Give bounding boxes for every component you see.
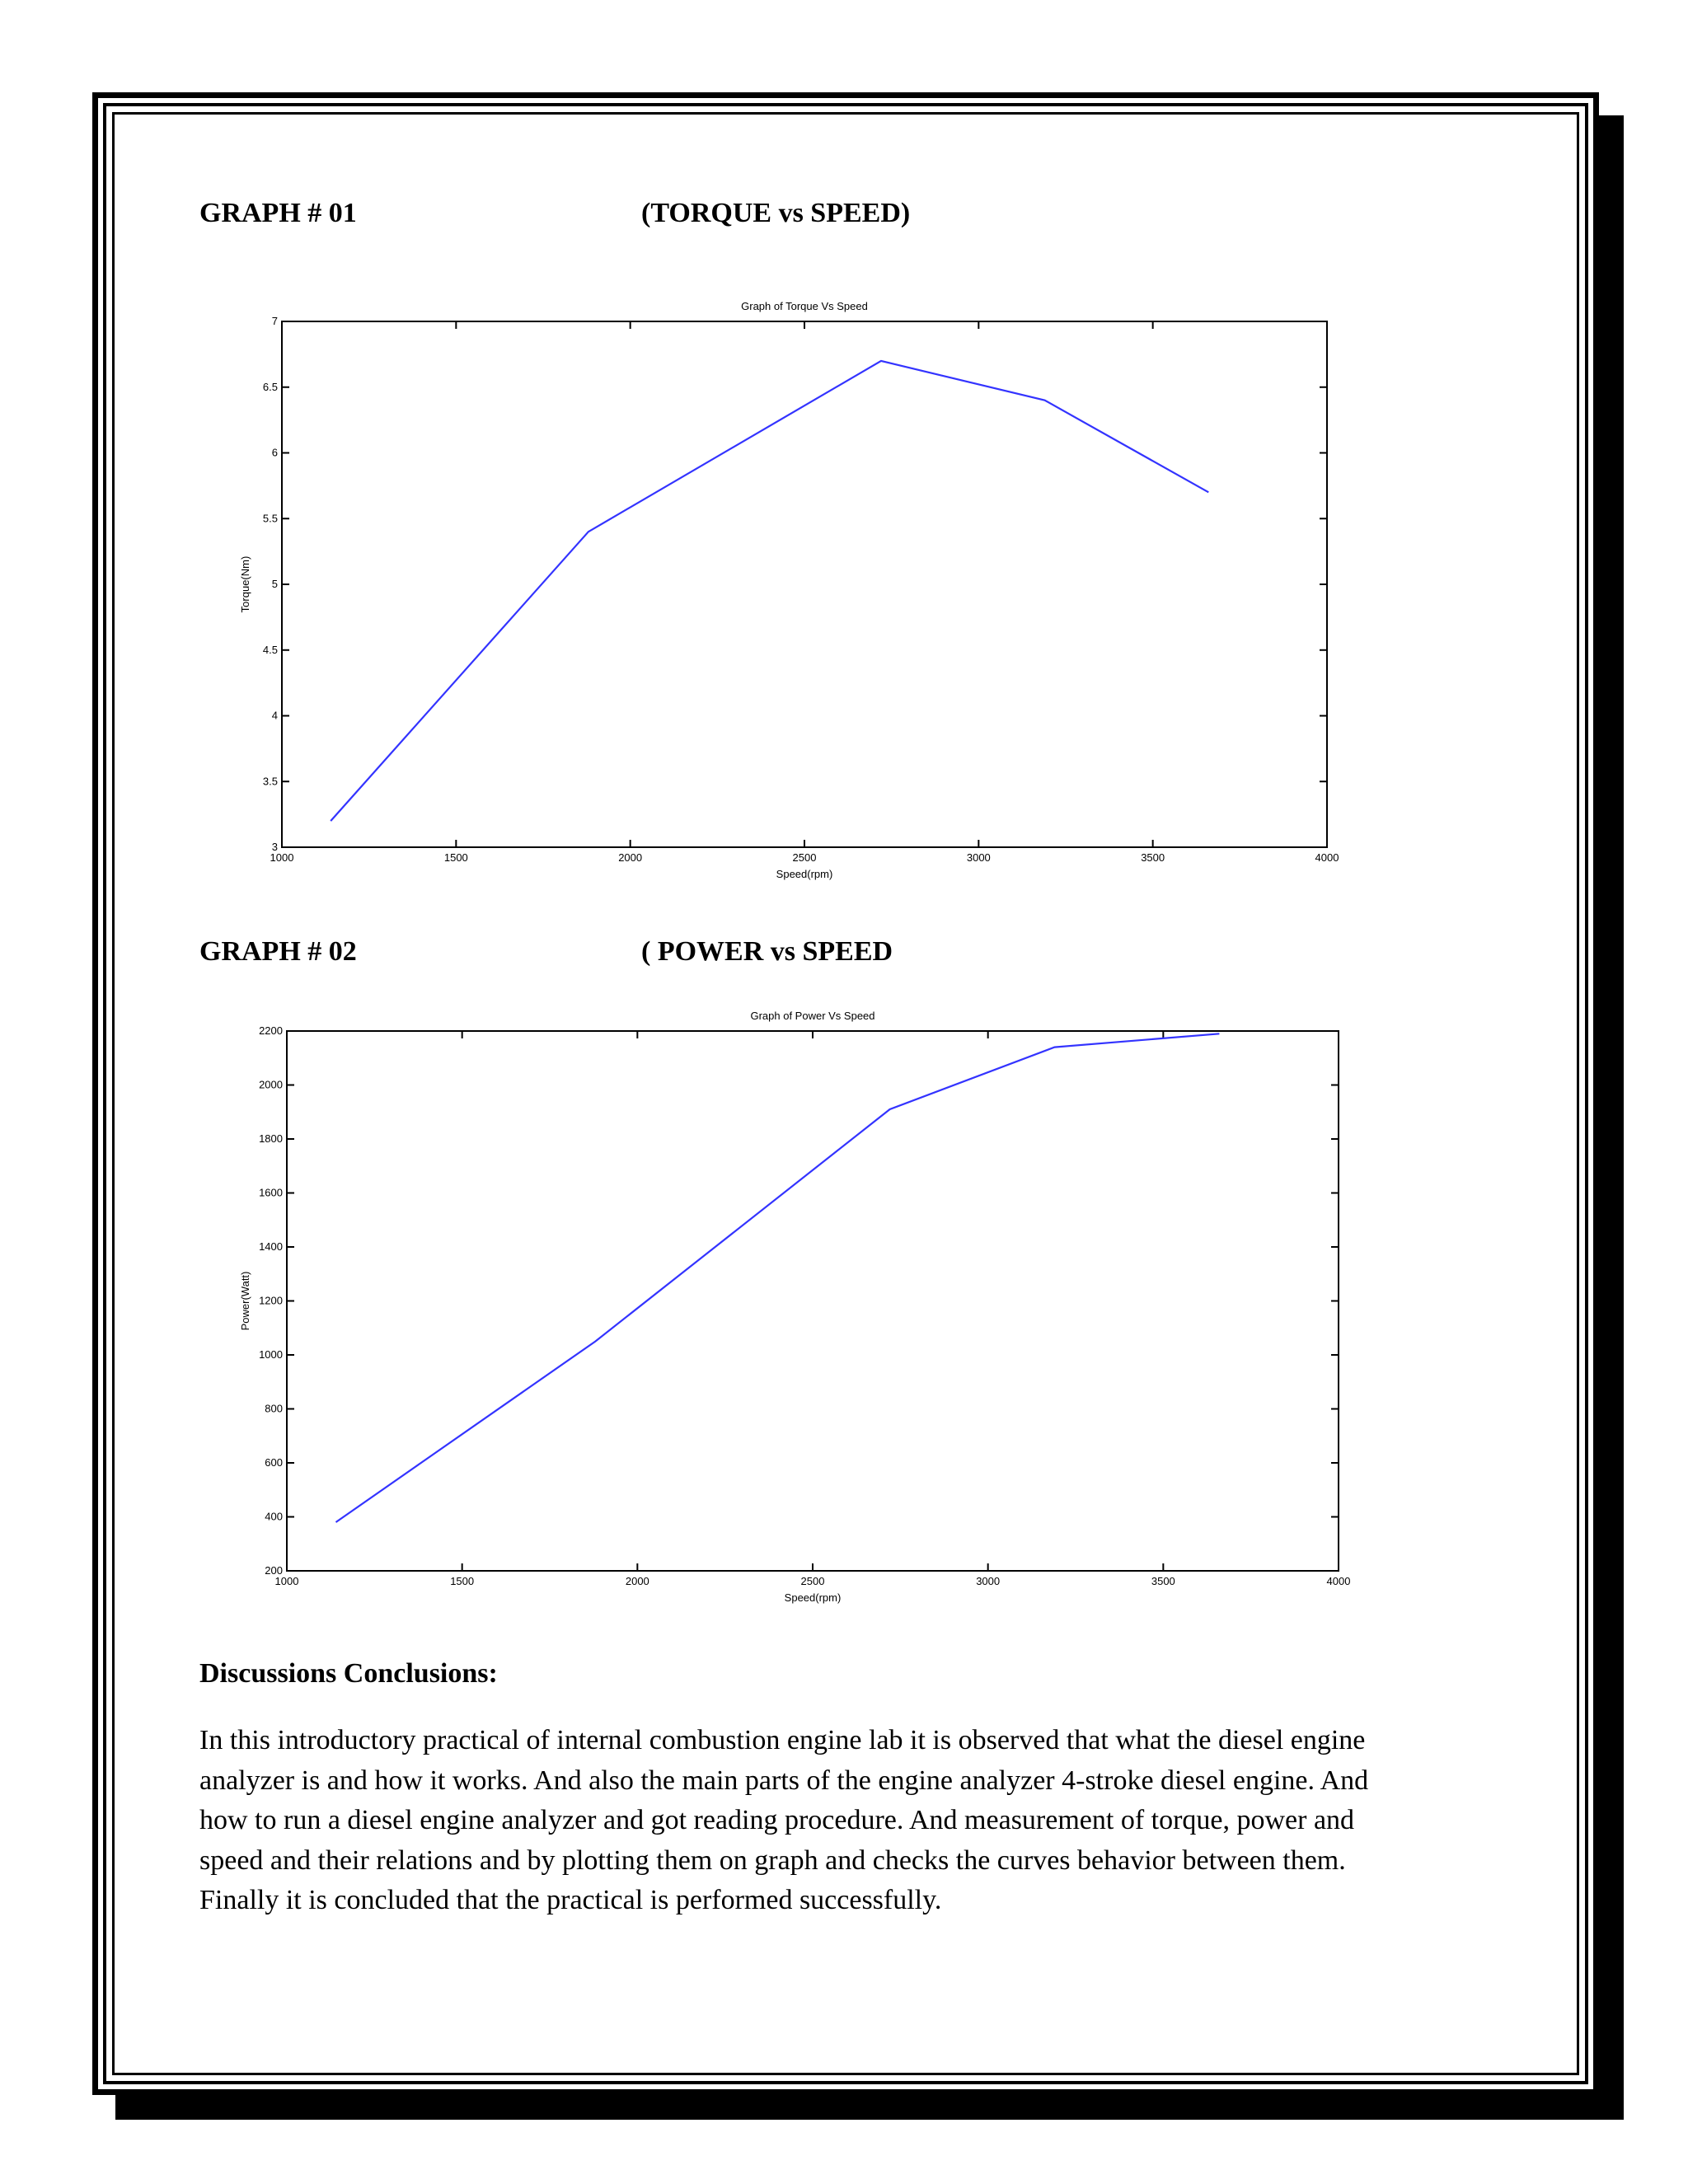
power-y-tick-label: 400 [265, 1510, 283, 1523]
torque-y-tick-label: 3 [271, 841, 278, 853]
torque-x-tick-label: 2500 [792, 851, 817, 864]
torque-y-tick-label: 6.5 [262, 380, 278, 393]
torque-y-tick-label: 4.5 [262, 643, 278, 656]
power-y-tick-label: 2200 [259, 1024, 283, 1037]
power-x-tick-label: 3500 [1151, 1575, 1175, 1587]
power-y-axis-label: Power(Watt) [239, 1271, 251, 1331]
discussion-line: how to run a diesel engine analyzer and got reading procedure. And measurement of torque, power and [199, 1805, 1355, 1835]
discussion-line: analyzer is and how it works. And also the main parts of the engine analyzer 4-stroke diesel engine. And [199, 1765, 1369, 1796]
torque-y-tick-label: 4 [271, 709, 278, 722]
torque-chart-title: Graph of Torque Vs Speed [741, 300, 868, 312]
power-x-tick-label: 2500 [800, 1575, 825, 1587]
power-x-tick-label: 3000 [976, 1575, 1001, 1587]
torque-speed-chart-svg [231, 293, 1368, 894]
power-y-tick-label: 2000 [259, 1078, 283, 1091]
discussion-line: Finally it is concluded that the practical is performed successfully. [199, 1885, 942, 1915]
torque-axes-box [282, 321, 1327, 847]
torque-x-tick-label: 4000 [1315, 851, 1339, 864]
power-x-tick-label: 1000 [274, 1575, 299, 1587]
torque-series-line [331, 361, 1208, 821]
power-y-tick-label: 1200 [259, 1294, 283, 1307]
torque-y-axis-label: Torque(Nm) [239, 555, 251, 613]
torque-x-tick-label: 3000 [966, 851, 991, 864]
power-y-tick-label: 1400 [259, 1240, 283, 1253]
graph-1-title: (TORQUE vs SPEED) [641, 198, 911, 228]
torque-y-tick-label: 5.5 [262, 512, 278, 525]
discussion-line: In this introductory practical of internal combustion engine lab it is observed that what the diesel engine [199, 1725, 1366, 1755]
discussion-paragraph [199, 1721, 1485, 1921]
torque-x-tick-label: 1000 [270, 851, 294, 864]
power-series-line [336, 1033, 1220, 1522]
power-axes-box [287, 1031, 1339, 1571]
torque-x-axis-label: Speed(rpm) [776, 868, 833, 880]
power-y-tick-label: 1800 [259, 1132, 283, 1145]
graph-2-title: ( POWER vs SPEED [641, 936, 893, 967]
torque-speed-chart [231, 293, 1368, 894]
torque-x-tick-label: 1500 [443, 851, 468, 864]
power-x-axis-label: Speed(rpm) [784, 1591, 842, 1604]
power-y-tick-label: 200 [265, 1564, 283, 1577]
discussion-title: Discussions Conclusions: [199, 1658, 498, 1689]
power-y-tick-label: 1000 [259, 1348, 283, 1361]
power-y-tick-label: 800 [265, 1402, 283, 1415]
power-x-tick-label: 1500 [450, 1575, 475, 1587]
power-chart-title: Graph of Power Vs Speed [750, 1010, 875, 1022]
power-y-tick-label: 600 [265, 1456, 283, 1469]
graph-2-label: GRAPH # 02 [199, 936, 357, 967]
torque-x-tick-label: 2000 [618, 851, 643, 864]
torque-y-tick-label: 3.5 [262, 775, 278, 788]
power-speed-chart-svg [231, 1004, 1368, 1614]
power-x-tick-label: 2000 [625, 1575, 649, 1587]
power-speed-chart [231, 1004, 1368, 1614]
torque-y-tick-label: 6 [271, 446, 278, 459]
graph-1-label: GRAPH # 01 [199, 198, 357, 228]
torque-x-tick-label: 3500 [1141, 851, 1165, 864]
power-x-tick-label: 4000 [1326, 1575, 1351, 1587]
power-y-tick-label: 1600 [259, 1186, 283, 1199]
torque-y-tick-label: 7 [271, 315, 278, 327]
discussion-line: speed and their relations and by plotting them on graph and checks the curves behavior between them. [199, 1844, 1346, 1876]
torque-y-tick-label: 5 [271, 578, 278, 590]
